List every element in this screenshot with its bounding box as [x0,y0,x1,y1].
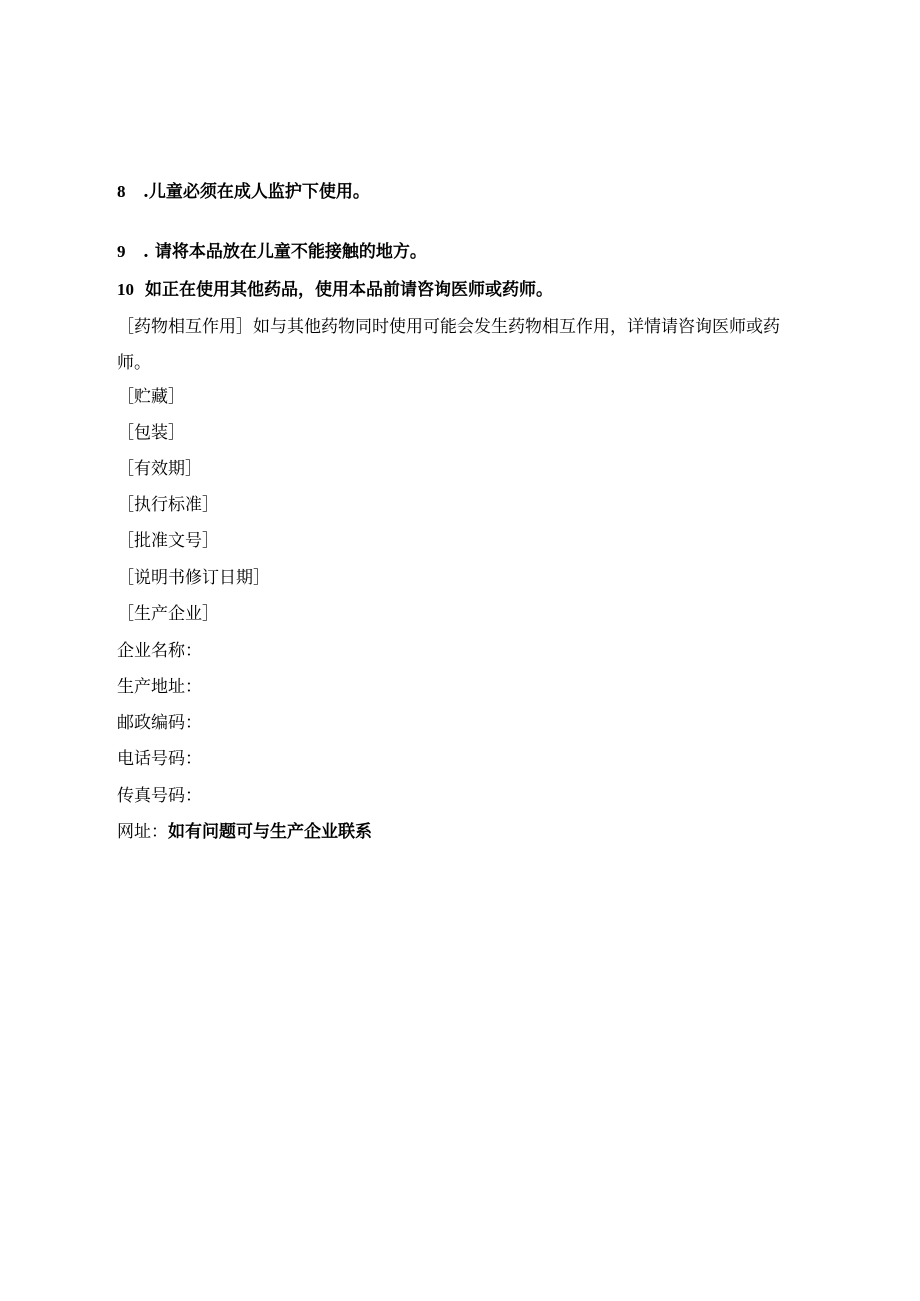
section-standard: ［执行标准］ [117,495,219,515]
section-manufacturer: ［生产企业］ [117,604,219,624]
note-number: 9 [117,242,126,261]
note-number: 10 [117,280,134,299]
website-line [117,821,372,843]
section-revision-date: ［说明书修订日期］ [117,568,270,588]
note-item-8 [117,181,370,203]
note-text: . 请将本品放在儿童不能接触的地方。 [143,242,427,262]
drug-interaction-heading: ［药物相互作用］ [117,317,253,337]
fax-number-label: 传真号码： [117,786,202,806]
drug-interaction-text: 如与其他药物同时使用可能会发生药物相互作用，详情请咨询医师或药师。 [117,317,780,373]
note-text: 如正在使用其他药品，使用本品前请咨询医师或药师。 [145,280,553,300]
company-name-label: 企业名称： [117,641,202,661]
phone-number-label: 电话号码： [117,749,202,769]
postcode-label: 邮政编码： [117,713,202,733]
production-address-label: 生产地址： [117,677,202,697]
website-label: 网址： [117,822,168,842]
section-storage: ［贮藏］ [117,387,185,407]
section-approval-number: ［批准文号］ [117,531,219,551]
section-package: ［包装］ [117,423,185,443]
contact-note: 如有问题可与生产企业联系 [168,822,372,842]
section-expiry: ［有效期］ [117,459,202,479]
note-number: 8 [117,182,126,201]
note-text: .儿童必须在成人监护下使用。 [143,182,370,202]
note-item-9 [117,241,427,263]
note-item-10 [117,279,553,301]
drug-interaction-paragraph [117,309,807,381]
